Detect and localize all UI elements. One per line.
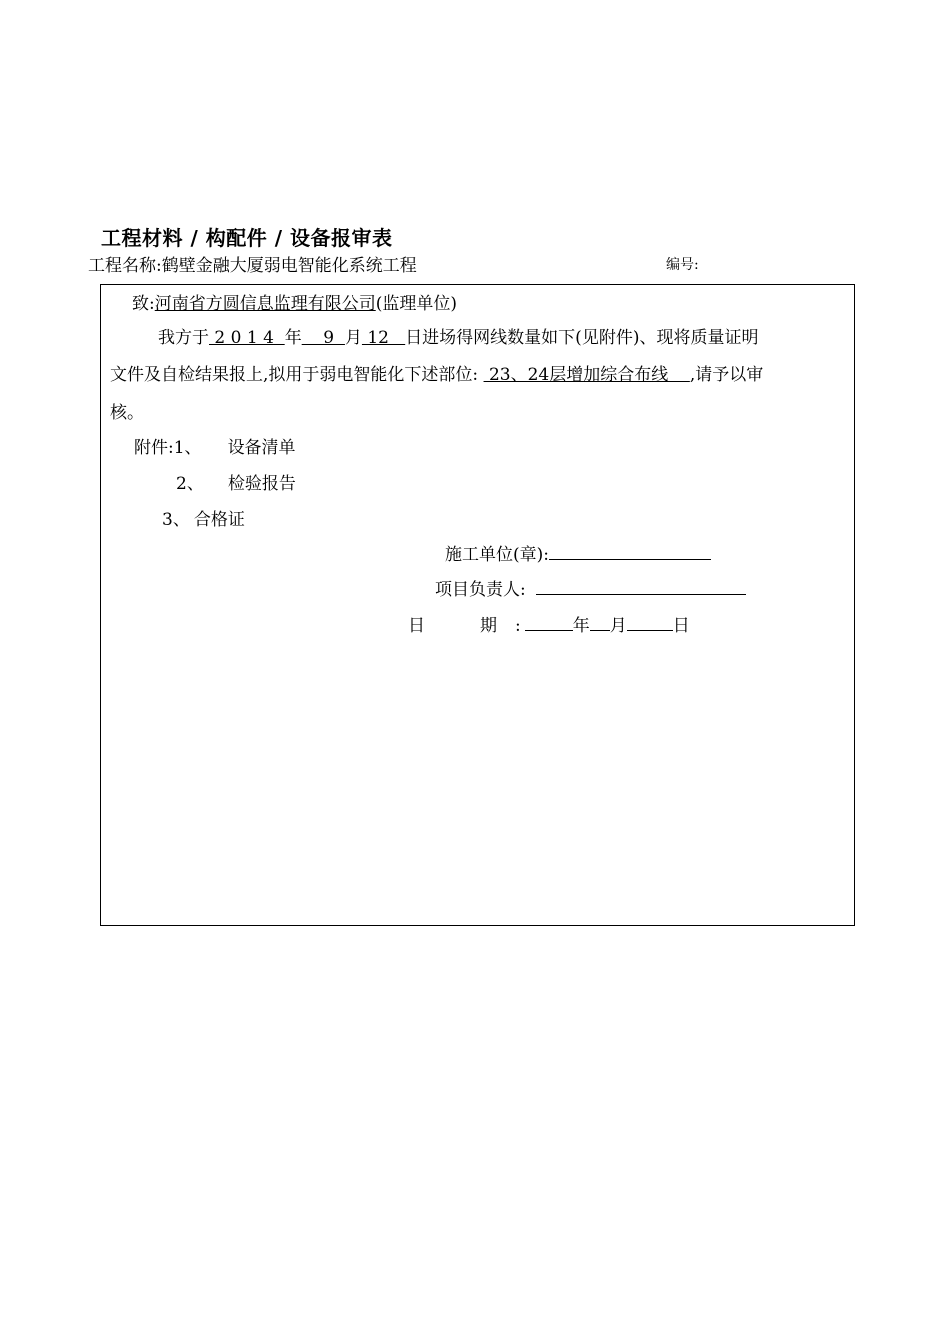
date-label-day: 日	[408, 616, 425, 636]
form-body-box	[100, 284, 855, 926]
manager-label: 项目负责人:	[435, 580, 526, 600]
date-month-char: 月	[609, 616, 627, 636]
fill-location: 23、24层增加综合布线	[483, 365, 690, 385]
project-name: 工程名称:鹤壁金融大厦弱电智能化系统工程	[88, 256, 417, 276]
attachment-2	[176, 469, 296, 494]
year-char: 年	[284, 328, 302, 348]
attachments-label: 附件:	[134, 438, 174, 458]
recipient-line	[132, 289, 457, 314]
date-month-blank	[590, 613, 610, 631]
attachment-3-num: 3、	[162, 510, 190, 530]
fill-day: 12	[361, 328, 406, 348]
date-label-period: 期	[480, 616, 497, 636]
body-line-1-suffix: 日进场得网线数量如下(见附件)、现将质量证明	[405, 328, 759, 348]
date-day-blank	[627, 613, 673, 631]
contractor-blank	[549, 542, 711, 560]
recipient-suffix: (监理单位)	[375, 294, 457, 314]
body-prefix: 我方于	[158, 328, 209, 348]
recipient-name: 河南省方圆信息监理有限公司	[154, 294, 376, 314]
attachment-3-text: 合格证	[193, 510, 245, 530]
body-line-2-suffix: ,请予以审	[689, 365, 764, 385]
date-year-char: 年	[572, 616, 590, 636]
date-day-char: 日	[672, 616, 690, 636]
attachment-3	[162, 505, 245, 530]
fill-month: 9	[301, 328, 345, 348]
body-line-2	[110, 360, 763, 385]
fill-year: 2 0 1 4	[209, 328, 285, 348]
serial-number-label: 编号:	[666, 257, 699, 273]
body-line-1	[158, 323, 758, 348]
manager-blank	[536, 577, 746, 595]
date-line	[408, 611, 690, 636]
manager-line	[435, 575, 746, 600]
form-title: 工程材料 / 构配件 / 设备报审表	[101, 226, 393, 250]
recipient-prefix: 致:	[132, 294, 155, 314]
attachment-2-num: 2、	[176, 474, 204, 494]
attachment-1-num: 1、	[173, 438, 202, 458]
body-line-3: 核。	[110, 403, 144, 423]
attachment-1	[134, 433, 296, 458]
month-char: 月	[344, 328, 362, 348]
contractor-label: 施工单位(章):	[445, 545, 549, 565]
attachment-2-text: 检验报告	[227, 474, 296, 494]
date-colon: :	[515, 616, 521, 636]
body-line-2-prefix: 文件及自检结果报上,拟用于弱电智能化下述部位:	[110, 365, 479, 385]
contractor-line	[445, 540, 711, 565]
attachment-1-text: 设备清单	[227, 438, 296, 458]
date-year-blank	[525, 613, 573, 631]
